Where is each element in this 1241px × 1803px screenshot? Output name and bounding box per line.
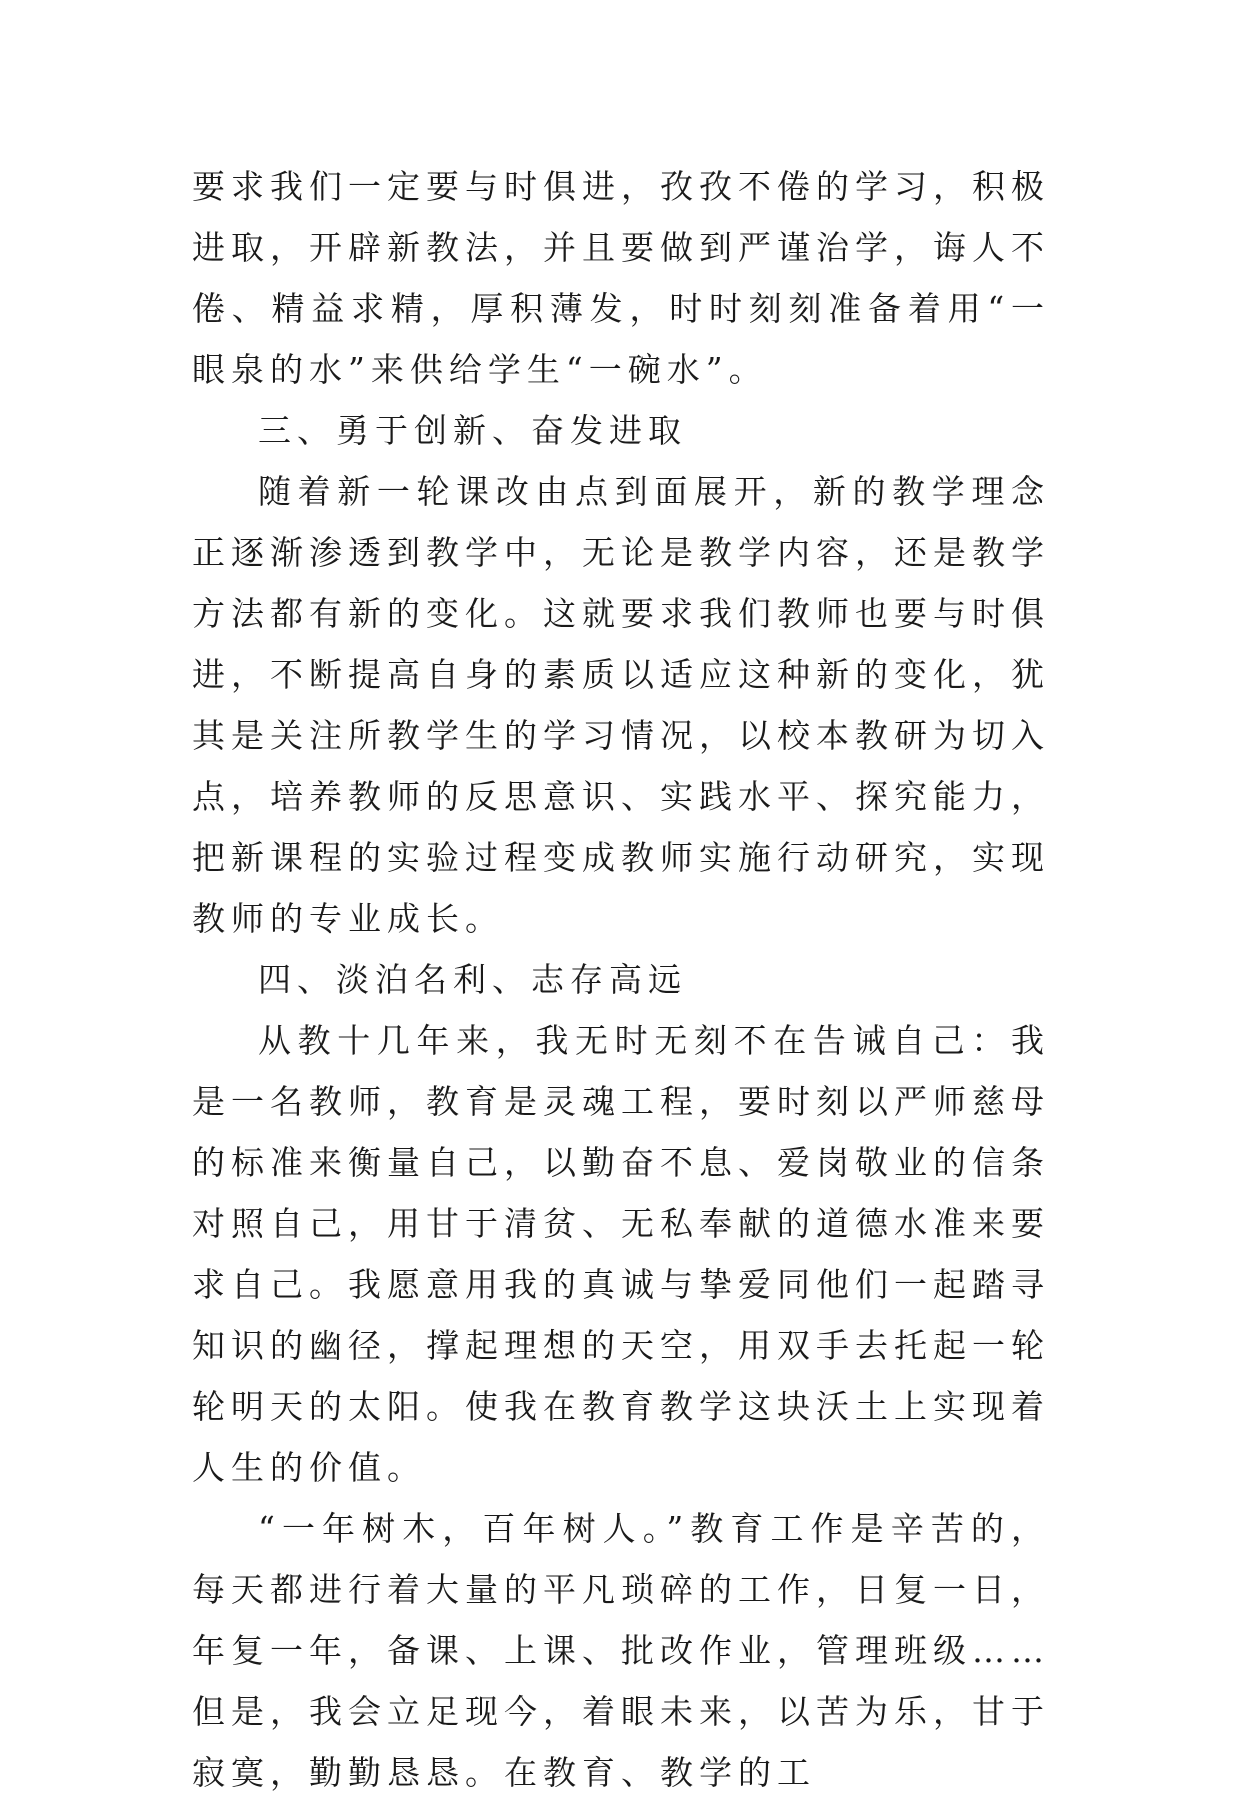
paragraph-teaching-years: 从教十几年来，我无时无刻不在告诫自己：我是一名教师，教育是灵魂工程，要时刻以严师慈母的标准来衡量自己，以勤奋不息、爱岗敬业的信条对照自己，用甘于清贫、无私奉献的道德水准来要求自己。我愿意用我的真诚与挚爱同他们一起踏寻知识的幽径，撑起理想的天空，用双手去托起一轮轮明天的太阳。使我在教育教学这块沃土上实现着人生的价值。: [192, 1021, 1050, 1487]
paragraph-continuation: 要求我们一定要与时俱进，孜孜不倦的学习，积极进取，开辟新教法，并且要做到严谨治学，诲人不倦、精益求精，厚积薄发，时时刻刻准备着用“一眼泉的水”来供给学生“一碗水”。: [192, 167, 1050, 389]
paragraph-education-work: “一年树木，百年树人。”教育工作是辛苦的，每天都进行着大量的平凡琐碎的工作，日复一日，年复一年，备课、上课、批改作业，管理班级……但是，我会立足现今，着眼未来，以苦为乐，甘于寂寞，勤勤恳恳。在教育、教学的工: [192, 1509, 1050, 1792]
section-heading-innovation: 三、勇于创新、奋发进取: [258, 411, 687, 450]
section-heading-indifference-to-fame: 四、淡泊名利、志存高远: [258, 960, 687, 999]
document-body: [192, 156, 1050, 1803]
paragraph-curriculum-reform: 随着新一轮课改由点到面展开，新的教学理念正逐渐渗透到教学中，无论是教学内容，还是教学方法都有新的变化。这就要求我们教师也要与时俱进，不断提高自身的素质以适应这种新的变化，犹其是关注所教学生的学习情况，以校本教研为切入点，培养教师的反思意识、实践水平、探究能力，把新课程的实验过程变成教师实施行动研究，实现教师的专业成长。: [192, 472, 1050, 938]
